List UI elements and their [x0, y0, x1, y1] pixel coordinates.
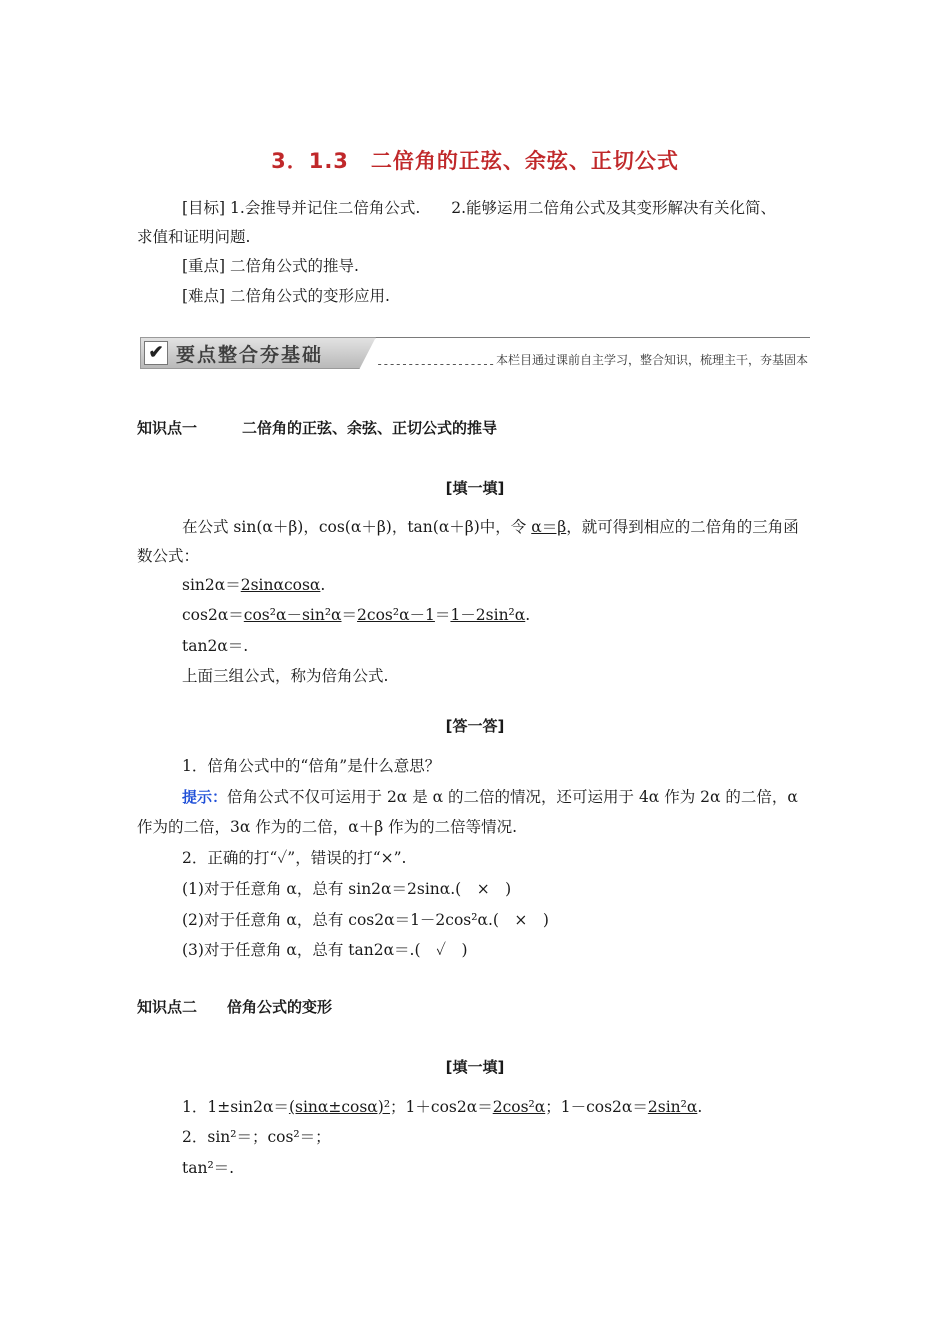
section2-heading: 知识点二 倍角公式的变形 — [137, 998, 333, 1016]
checkmark-icon: ✔ — [144, 341, 168, 365]
formula-end: . — [697, 1098, 703, 1116]
formula-text: ；1－cos2α＝ — [545, 1098, 648, 1116]
question-2: 2．正确的打“✓”，错误的打“×”. — [182, 849, 407, 867]
goals-label: [目标] — [182, 199, 226, 217]
formula-tan: tan2α＝. — [182, 637, 249, 655]
answer-blank: 1－2sin²α — [450, 606, 526, 624]
formula-cos — [182, 605, 530, 625]
answer-blank: 2cos²α — [492, 1098, 546, 1116]
fill-title-1: [填一填] — [445, 479, 505, 497]
formula-text: cos2α＝ — [182, 606, 244, 624]
section1-heading: 知识点一 二倍角的正弦、余弦、正切公式的推导 — [137, 419, 498, 437]
key-point-text: 二倍角公式的推导. — [225, 257, 359, 275]
formula-end: . — [320, 576, 326, 594]
answer-blank: 2cos²α－1 — [357, 606, 435, 624]
transform-line-3: tan²＝. — [182, 1159, 235, 1177]
key-point-label: [重点] — [182, 257, 226, 275]
judge-item-1: (1)对于任意角 α，总有 sin2α＝2sinα.( × ) — [182, 880, 512, 898]
fill-title-2: [填一填] — [445, 1058, 505, 1076]
difficulty-text: 二倍角公式的变形应用. — [225, 287, 390, 305]
answer-blank: 2sin²α — [647, 1098, 698, 1116]
hint-line-2: 作为的二倍，3α 作为的二倍，α＋β 作为的二倍等情况. — [137, 818, 518, 836]
intro-line-2: 数公式： — [137, 547, 200, 565]
formula-text: sin2α＝ — [182, 576, 241, 594]
question-1: 1．倍角公式中的“倍角”是什么意思？ — [182, 757, 441, 775]
goals-line — [182, 198, 776, 218]
section-banner — [140, 337, 810, 369]
key-point — [182, 256, 359, 276]
transform-line-1 — [182, 1097, 702, 1117]
equals-sign: ＝ — [434, 606, 451, 624]
intro-line-1 — [182, 517, 799, 537]
goals-text: 1.会推导并记住二倍角公式. 2.能够运用二倍角公式及其变形解决有关化简、 — [225, 199, 777, 217]
answer-blank: (sinα±cosα)² — [288, 1098, 391, 1116]
equals-sign: ＝ — [341, 606, 358, 624]
banner-note: 本栏目通过课前自主学习，整合知识，梳理主干，夯基固本 — [495, 353, 808, 367]
formula-text: ；1＋cos2α＝ — [390, 1098, 493, 1116]
intro-text-end: ，就可得到相应的二倍角的三角函 — [566, 518, 799, 536]
answer-blank: α＝β — [531, 518, 567, 536]
hint-text: 倍角公式不仅可运用于 2α 是 α 的二倍的情况，还可运用于 4α 作为 2α 的二倍，α — [227, 788, 798, 806]
qa-title: [答一答] — [445, 717, 505, 735]
hint-line-1 — [182, 787, 798, 807]
judge-item-2: (2)对于任意角 α，总有 cos2α＝1－2cos²α.( × ) — [182, 911, 549, 929]
formula-sin — [182, 575, 325, 595]
transform-line-2: 2．sin²＝；cos²＝； — [182, 1128, 331, 1146]
formula-end: . — [525, 606, 531, 624]
banner-divider — [368, 337, 810, 338]
goals-line-2: 求值和证明问题. — [137, 228, 251, 246]
answer-blank: cos²α－sin²α — [243, 606, 342, 624]
intro-text: 在公式 sin(α＋β)，cos(α＋β)，tan(α＋β)中，令 — [182, 518, 532, 536]
formula-summary: 上面三组公式，称为倍角公式. — [182, 667, 389, 685]
judge-item-3: (3)对于任意角 α，总有 tan2α＝.( ✓ ) — [182, 941, 468, 959]
difficulty — [182, 286, 390, 306]
formula-text: 1．1±sin2α＝ — [182, 1098, 289, 1116]
banner-dashes: ------------------- — [376, 357, 495, 371]
banner-label: 要点整合夯基础 — [176, 344, 324, 366]
page-title: 3．1.3 二倍角的正弦、余弦、正切公式 — [271, 149, 679, 173]
difficulty-label: [难点] — [182, 287, 226, 305]
answer-blank: 2sinαcosα — [240, 576, 321, 594]
hint-label: 提示： — [182, 788, 228, 806]
